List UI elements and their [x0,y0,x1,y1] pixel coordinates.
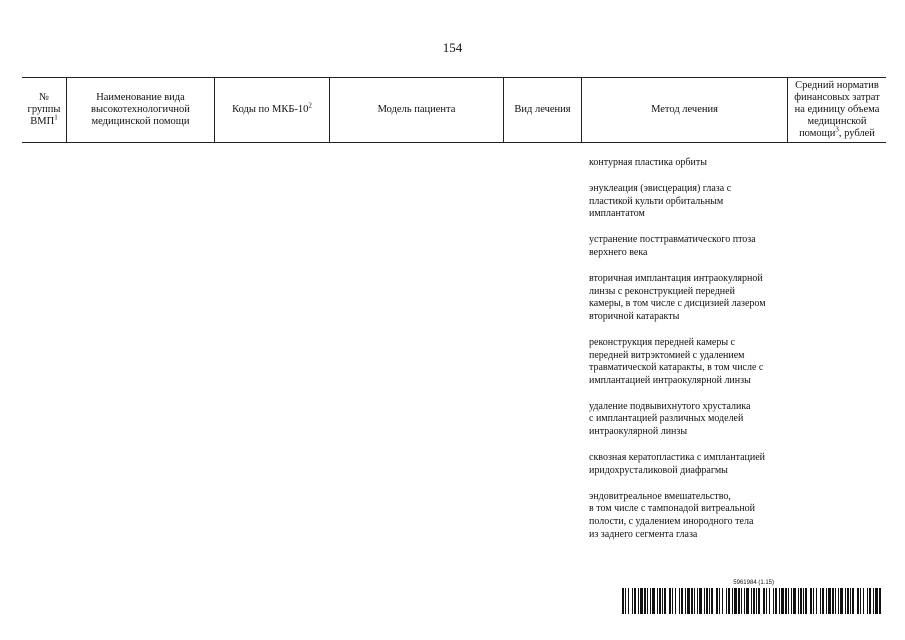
treatment-method-item: контурная пластика орбиты [589,157,707,168]
barcode-icon [622,588,884,614]
header-cost-standard-suffix: , рублей [838,128,875,139]
barcode-block [622,580,884,614]
treatment-method-item: вторичная имплантация интраокулярной линзы с реконструкцией передней камеры, в том числе с дисцизией лазером вторичной катаракты [589,273,766,322]
header-treatment-method-text: Метод лечения [651,104,718,115]
header-treatment-type-text: Вид лечения [514,104,571,115]
page-number: 154 [442,40,463,55]
header-group-number-text: № группы ВМП [27,92,61,127]
footnote-mark-2: 2 [308,101,312,110]
header-icd-codes [214,78,329,142]
treatment-method-item: сквозная кератопластика с имплантацией иридохрусталиковой диафрагмы [589,452,766,476]
header-treatment-method [581,78,787,142]
treatment-method-item: энуклеация (эвисцерация) глаза с пластикой культи орбитальным имплантатом [589,183,732,220]
footnote-mark-3: 3 [835,125,839,134]
treatment-method-list [589,157,789,555]
barcode-label: 5961984 (1.15) [733,580,774,586]
treatment-method-item: удаление подвывихнутого хрусталика с имплантацией различных моделей интраокулярной линзы [589,400,751,437]
header-patient-model-text: Модель пациента [377,104,456,115]
header-patient-model [329,78,503,142]
footnote-mark-1: 1 [54,113,58,122]
header-cost-standard [787,78,886,142]
header-group-number [22,78,66,142]
header-care-type-name-text: Наименование вида высокотехнологичной медицинской помощи [91,92,190,127]
header-treatment-type [503,78,581,142]
treatment-method-item: реконструкция передней камеры с передней витрэктомией с удалением травматической катаракты, в том числе с имплантацией интраокулярной линзы [589,336,764,386]
table-header [22,77,886,143]
header-icd-codes-text: Коды по МКБ-10 [232,104,309,115]
header-care-type-name [66,78,214,142]
treatment-method-item: устранение посттравматического птоза верхнего века [589,234,756,258]
header-cost-standard-text: Средний норматив финансовых затрат на единицу объема медицинской помощи [794,80,880,139]
treatment-method-item: эндовитреальное вмешательство, в том числе с тампонадой витреальной полости, с удалением инородного тела из заднего сегмента глаза [589,490,756,540]
